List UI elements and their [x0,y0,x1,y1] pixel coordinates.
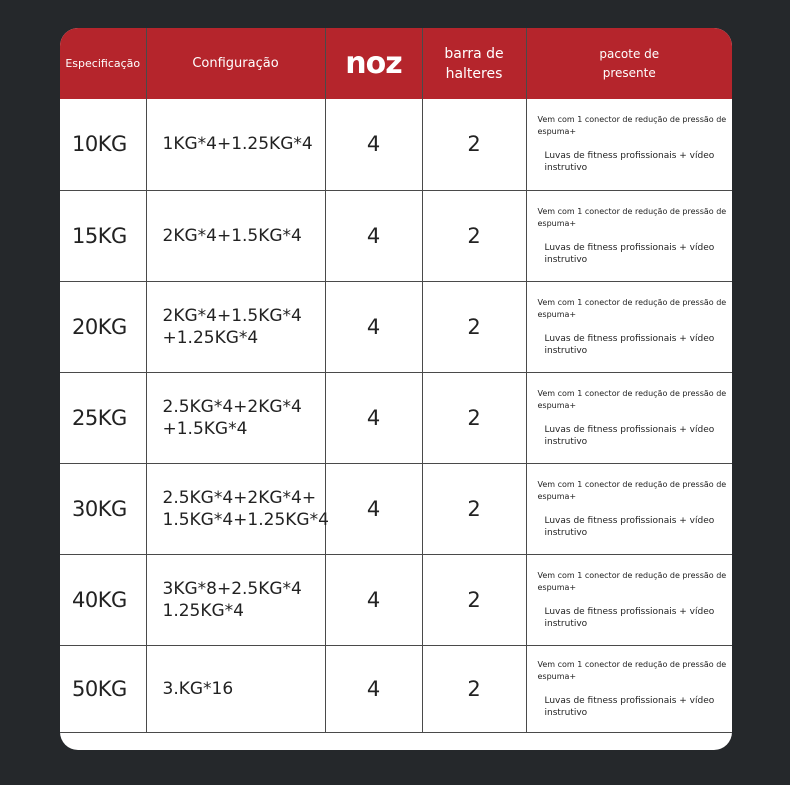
spec-table [60,28,732,733]
gift-cell [526,99,732,190]
config-line2: 1.5KG*4+1.25KG*4 [162,509,329,530]
header-nut: noz [325,28,422,99]
spec-cell: 10KG [60,99,146,190]
config-line1: 3.KG*16 [162,678,234,699]
spec-cell: 20KG [60,281,146,372]
config-cell [146,554,325,645]
header-gift-line1: pacote de [599,46,660,61]
table-row [60,372,732,463]
nut-cell: 4 [325,645,422,732]
bar-cell: 2 [422,645,526,732]
table-row [60,554,732,645]
gift-line2: Luvas de fitness profissionais + vídeo instrutivo [544,333,715,356]
gift-line1: Vem com 1 conector de redução de pressão de espuma+ [537,297,727,319]
config-line2: +1.5KG*4 [162,418,248,439]
config-line2: +1.25KG*4 [162,327,259,348]
spec-table-card [60,28,732,750]
gift-line1: Vem com 1 conector de redução de pressão de espuma+ [537,659,727,681]
config-cell [146,190,325,281]
gift-line2: Luvas de fitness profissionais + vídeo instrutivo [544,151,715,174]
spec-cell: 30KG [60,463,146,554]
config-line1: 3KG*8+2.5KG*4 [162,578,302,599]
gift-cell [526,190,732,281]
config-line2: 1.25KG*4 [162,600,244,621]
gift-cell [526,372,732,463]
gift-line1: Vem com 1 conector de redução de pressão de espuma+ [537,570,727,592]
gift-line1: Vem com 1 conector de redução de pressão de espuma+ [537,206,727,228]
bar-cell: 2 [422,281,526,372]
gift-line2: Luvas de fitness profissionais + vídeo instrutivo [544,242,715,265]
gift-cell [526,645,732,732]
gift-cell [526,281,732,372]
nut-cell: 4 [325,190,422,281]
config-cell [146,372,325,463]
gift-cell [526,554,732,645]
table-row [60,463,732,554]
header-bar-line2: halteres [445,65,503,82]
nut-cell: 4 [325,372,422,463]
gift-line1: Vem com 1 conector de redução de pressão de espuma+ [537,388,727,410]
table-row [60,281,732,372]
config-line1: 1KG*4+1.25KG*4 [162,134,313,155]
bar-cell: 2 [422,554,526,645]
config-cell [146,463,329,554]
spec-cell: 50KG [60,645,146,732]
header-bar [422,28,526,99]
gift-line1: Vem com 1 conector de redução de pressão de espuma+ [537,479,727,501]
spec-cell: 40KG [60,554,146,645]
gift-cell [526,463,732,554]
table-header-row [60,28,732,99]
bar-cell: 2 [422,463,526,554]
gift-line2: Luvas de fitness profissionais + vídeo instrutivo [544,606,715,629]
config-cell [146,99,325,190]
config-line1: 2KG*4+1.5KG*4 [162,305,302,326]
nut-cell: 4 [325,99,422,190]
gift-line2: Luvas de fitness profissionais + vídeo instrutivo [544,515,715,538]
header-bar-line1: barra de [444,45,504,62]
spec-cell: 25KG [60,372,146,463]
header-gift [526,28,732,99]
config-cell [146,281,325,372]
table-row [60,190,732,281]
gift-line2: Luvas de fitness profissionais + vídeo instrutivo [544,424,715,447]
header-spec: Especificação [60,28,146,99]
bar-cell: 2 [422,99,526,190]
nut-cell: 4 [325,554,422,645]
nut-cell: 4 [325,281,422,372]
config-line1: 2.5KG*4+2KG*4+ [162,487,317,508]
config-cell [146,645,325,732]
gift-line2: Luvas de fitness profissionais + vídeo instrutivo [544,695,715,718]
spec-cell: 15KG [60,190,146,281]
header-gift-line2: presente [602,65,656,80]
bar-cell: 2 [422,372,526,463]
bar-cell: 2 [422,190,526,281]
table-row [60,645,732,732]
table-row [60,99,732,190]
header-config: Configuração [146,28,325,99]
config-line1: 2KG*4+1.5KG*4 [162,225,302,246]
nut-cell: 4 [325,463,422,554]
config-line1: 2.5KG*4+2KG*4 [162,396,302,417]
gift-line1: Vem com 1 conector de redução de pressão de espuma+ [537,115,727,137]
